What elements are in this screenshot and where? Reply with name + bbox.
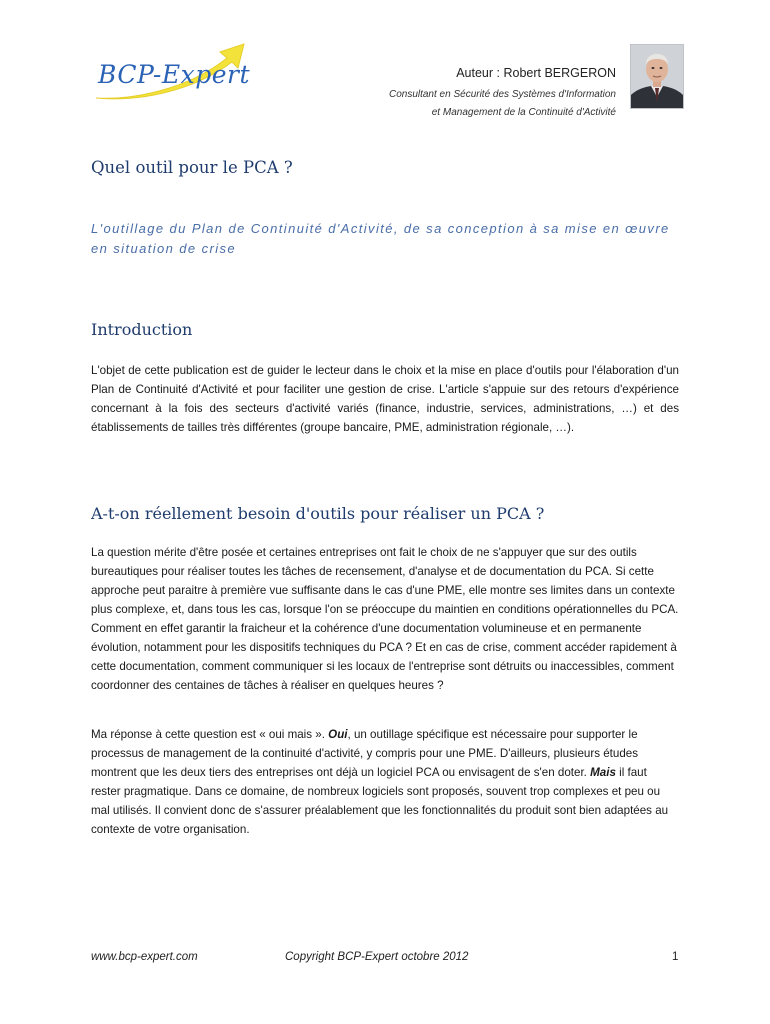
document-subtitle: L'outillage du Plan de Continuité d'Activité, de sa conception à sa mise en œuvre en situation de crise <box>91 221 670 256</box>
section-heading-introduction: Introduction <box>91 320 193 339</box>
footer-page-number: 1 <box>672 951 679 963</box>
section-heading-tools-need: A-t-on réellement besoin d'outils pour réaliser un PCA ? <box>91 504 545 523</box>
author-role-line-1: Consultant en Sécurité des Systèmes d'Information <box>388 89 616 100</box>
logo-text: BCP-Expert <box>98 60 251 89</box>
p2-text-c: , un outillage spécifique est nécessaire pour supporter le processus de management de la continuité d'activité, y compris pour une PME. D'ailleurs, plusieurs études montrent que les deux tiers des entreprises ont déjà un logiciel PCA ou envisagent de s'en doter. <box>91 728 639 779</box>
tools-need-paragraph-1: La question mérite d'être posée et certaines entreprises ont fait le choix de ne s'appuyer que sur des outils bureautiques pour réaliser toutes les tâches de recensement, d'analyse et de documentation du PCA. Si cette approche peut paraitre à première vue suffisante dans le cas d'une PME, elle montre ses limites dans un contexte plus complexe, et, dans tous les cas, lorsque l'on se préoccupe du maintien en conditions opérationnelles du PCA. Comment en effet garantir la fraicheur et la cohérence d'une documentation volumineuse et en permanente évolution, notamment pour les dispositifs techniques du PCA ? Et en cas de crise, comment accéder rapidement à cette documentation, comment communiquer si les locaux de l'entreprise sont détruits ou inaccessibles, comment coordonner des centaines de tâches à réaliser en quelques heures ? <box>91 546 679 692</box>
footer-copyright: Copyright BCP-Expert octobre 2012 <box>285 951 469 963</box>
p2-text-a: Ma réponse à cette question est « oui mais ». <box>91 728 329 741</box>
document-title: Quel outil pour le PCA ? <box>91 158 293 177</box>
mais-emphasis: Mais <box>590 766 616 779</box>
footer-website: www.bcp-expert.com <box>91 951 198 963</box>
author-role <box>389 86 616 122</box>
author-role-line-2: et Management de la Continuité d'Activité <box>431 107 616 118</box>
author-name: Auteur : Robert BERGERON <box>456 66 616 80</box>
introduction-paragraph: L'objet de cette publication est de guider le lecteur dans le choix et la mise en place d'outils pour l'élaboration d'un Plan de Continuité d'Activité et pour faciliter une gestion de crise. L'article s'appuie sur des retours d'expérience concernant à la fois des secteurs d'activité variés (finance, industrie, services, administrations, …) et des établissements de tailles très différentes (groupe bancaire, PME, administration régionale, …). <box>91 364 679 434</box>
p2-text-e: il faut rester pragmatique. Dans ce domaine, de nombreux logiciels sont proposés, souvent trop complexes et peu ou mal utilisés. Il convient donc de s'assurer préalablement que les fonctionnalités du produit sont bien adaptées au contexte de votre organisation. <box>91 766 669 836</box>
bcp-expert-logo <box>92 40 252 102</box>
author-block <box>389 66 616 122</box>
tools-need-paragraph-2 <box>91 725 679 839</box>
oui-emphasis: Oui <box>328 728 348 741</box>
author-photo <box>630 44 684 109</box>
